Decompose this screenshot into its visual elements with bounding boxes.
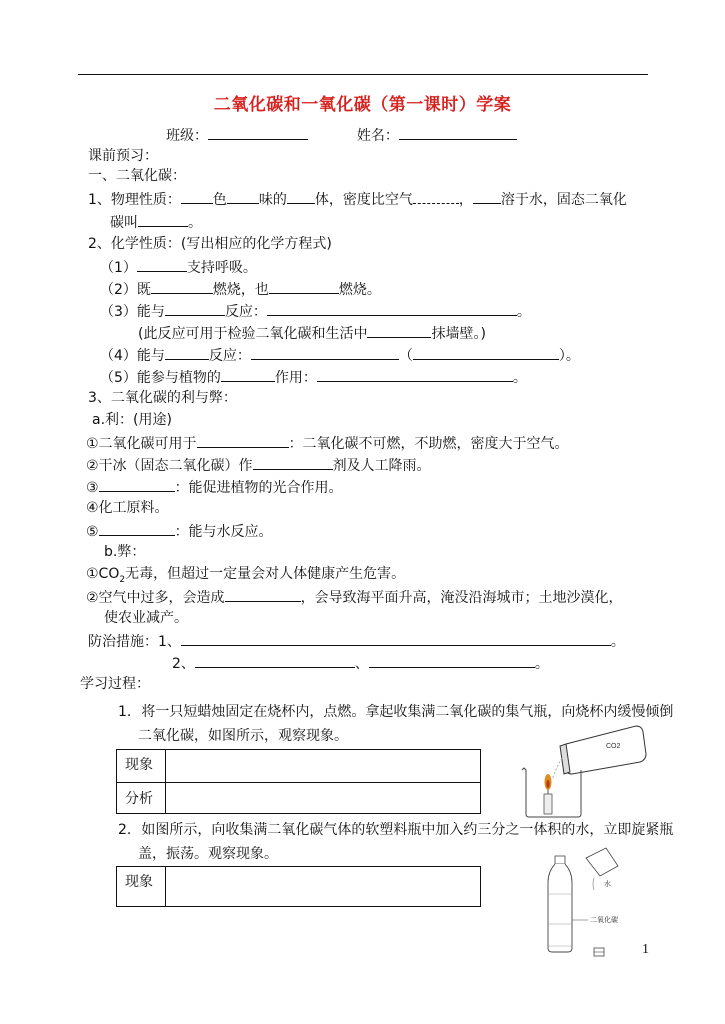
blank-density[interactable] <box>413 188 459 204</box>
blank-c5b[interactable] <box>317 366 513 382</box>
process-heading: 学习过程： <box>80 676 150 692</box>
blank-solubility[interactable] <box>473 188 501 204</box>
measure-1: 防治措施：1、 。 <box>88 630 625 650</box>
pros-cons-heading: 3、二氧化碳的利与弊： <box>88 390 237 406</box>
measure-2: 2、 、 。 <box>172 652 549 672</box>
blank-state[interactable] <box>287 188 315 204</box>
candle-beaker-figure <box>518 722 648 820</box>
chem-item-3: （3）能与 反应： 。 <box>100 300 531 320</box>
q2-answer-table <box>116 866 481 907</box>
question-1-cont: 二氧化碳，如图所示，观察现象。 <box>138 728 348 744</box>
page-title: 二氧化碳和一氧化碳（第一课时）学案 <box>213 95 512 115</box>
blank-c3-note[interactable] <box>367 322 431 338</box>
question-2: 2. 如图所示，向收集满二氧化碳气体的软塑料瓶中加入约三分之一体积的水，立即旋紧瓶 <box>118 822 674 838</box>
physical-properties-cont: 碳叫 。 <box>110 211 202 231</box>
blank-u1[interactable] <box>197 432 289 448</box>
section-co2: 一、二氧化碳： <box>88 168 186 184</box>
use-4: ④化工原料。 <box>86 500 169 516</box>
bottle-figure <box>538 840 638 960</box>
water-label: 水 <box>604 881 611 888</box>
q1-analysis-label: 分析 <box>117 783 166 814</box>
svg-text:CO2: CO2 <box>606 743 621 750</box>
class-label: 班级： <box>166 128 208 144</box>
blank-c3b[interactable] <box>267 300 517 316</box>
harm-1: $①CO_2$无毒，但超过一定量会对人体健康产生危害。 <box>86 566 406 585</box>
page-number: 1 <box>642 942 649 957</box>
student-info-row <box>166 124 517 144</box>
cup-pouring-icon <box>586 848 618 890</box>
blank-c2a[interactable] <box>151 278 213 294</box>
blank-u5[interactable] <box>99 520 175 536</box>
blank-u2[interactable] <box>253 454 333 470</box>
gas-jar-icon <box>560 726 646 774</box>
class-blank[interactable] <box>208 124 308 140</box>
blank-c4c[interactable] <box>413 344 559 360</box>
name-blank[interactable] <box>399 124 517 140</box>
blank-c5a[interactable] <box>221 366 275 382</box>
plastic-bottle-icon <box>548 856 572 952</box>
blank-m2b[interactable] <box>369 652 535 668</box>
chem-item-3-note: (此反应可用于检验二氧化碳和生活中 抹墙壁。) <box>138 322 486 342</box>
use-1: ①二氧化碳可用于 ：二氧化碳不可燃，不助燃，密度大于空气。 <box>86 432 569 452</box>
blank-u3[interactable] <box>99 476 175 492</box>
blank-c3a[interactable] <box>165 300 225 316</box>
blank-c2b[interactable] <box>269 278 339 294</box>
cons-label: b.弊： <box>104 544 146 560</box>
bottle-cap-icon <box>594 948 604 956</box>
q2-observation-cell[interactable] <box>166 867 481 907</box>
chemical-properties: 2、化学性质：(写出相应的化学方程式) <box>88 236 332 252</box>
q1-analysis-cell[interactable] <box>166 783 481 814</box>
blank-c4a[interactable] <box>165 344 209 360</box>
use-3: ③ ：能促进植物的光合作用。 <box>86 476 343 496</box>
header-rule <box>78 74 648 75</box>
q2-observation-label: 现象 <box>117 867 166 907</box>
q1-observation-label: 现象 <box>117 750 166 783</box>
harm-2: ②空气中过多，会造成 ，会导致海平面升高，淹没沿海城市；土地沙漠化， <box>86 586 623 606</box>
blank-m1[interactable] <box>181 630 611 646</box>
name-label: 姓名： <box>356 128 399 144</box>
blank-dry-ice[interactable] <box>138 211 188 227</box>
co2-label: 二氧化碳 <box>590 917 618 924</box>
blank-h2[interactable] <box>225 586 301 602</box>
blank-smell[interactable] <box>227 188 259 204</box>
question-1: 1. 将一只短蜡烛固定在烧杯内，点燃。拿起收集满二氧化碳的集气瓶，向烧杯内缓慢倾倒 <box>118 704 674 720</box>
blank-c4b[interactable] <box>251 344 399 360</box>
blank-c1[interactable] <box>137 256 187 272</box>
chem-item-2: （2）既 燃烧，也 燃烧。 <box>100 278 381 298</box>
physical-properties: 1、物理性质： 色 味的 体，密度比空气 ， 溶于水，固态二氧化 <box>88 188 627 208</box>
question-2-cont: 盖，振荡。观察现象。 <box>138 846 278 862</box>
chem-item-1: （1） 支持呼吸。 <box>100 256 257 276</box>
q1-answer-table <box>116 749 481 814</box>
use-2: ②干冰（固态二氧化碳）作 剂及人工降雨。 <box>86 454 431 474</box>
blank-m2a[interactable] <box>195 652 355 668</box>
pros-label: a.利：(用途) <box>92 412 172 428</box>
chem-item-5: （5）能参与植物的 作用： 。 <box>100 366 527 386</box>
candle-icon <box>544 774 552 814</box>
use-5: ⑤ ：能与水反应。 <box>86 520 273 540</box>
chem-item-4: （4）能与 反应： （ ）。 <box>100 344 580 364</box>
preview-heading: 课前预习： <box>88 148 158 164</box>
blank-color[interactable] <box>181 188 213 204</box>
harm-2-cont: 使农业减产。 <box>104 610 188 626</box>
q1-observation-cell[interactable] <box>166 750 481 783</box>
